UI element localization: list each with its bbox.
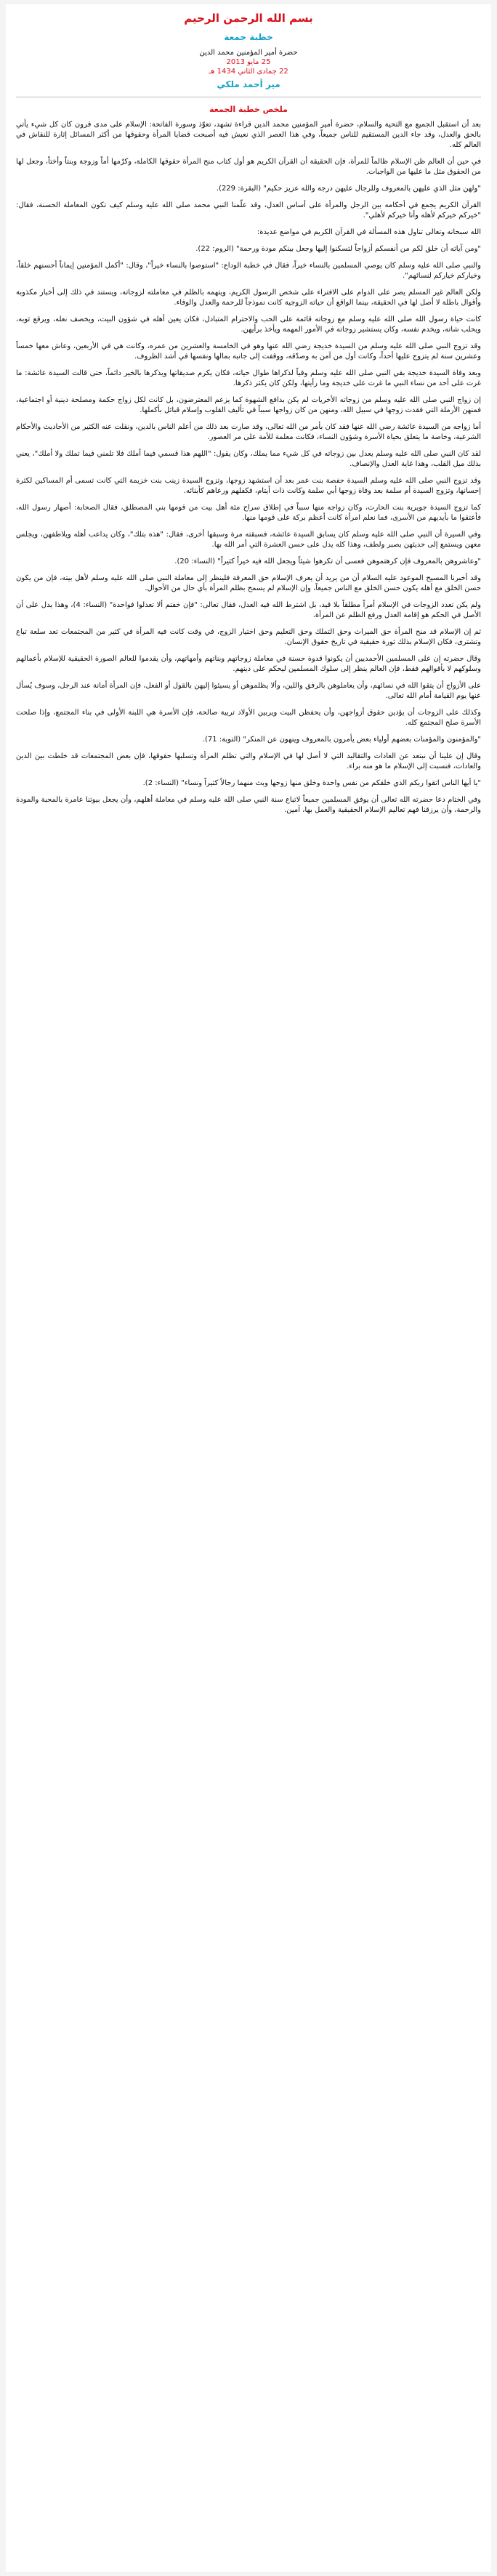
paragraph: وقال حضرته إن على المسلمين الأحمديين أن يكونوا قدوة حسنة في معاملة زوجاتهم وبناتهم وأمهاتهم، وأن يقدموا للعالم الصورة الحقيقية للإسلام بأعمالهم وسلوكهم لا بأقوالهم فقط، فإن العالم ينظر إلى سلوك المسلمين ليحكم على دينهم. [16, 655, 481, 673]
body-text [6, 120, 491, 816]
author: مير أحمد ملكي [217, 79, 280, 89]
paragraph: "والمؤمنون والمؤمنات بعضهم أولياء بعض يأمرون بالمعروف وينهون عن المنكر" (التوبة: 71). [202, 736, 481, 744]
paragraph: لقد كان النبي صلى الله عليه وسلم يعدل بين زوجاته في كل شيء مما يملك، وكان يقول: "اللهم هذا قسمي فيما أملك فلا تلمني فيما تملك ولا أملك"، يعني بذلك ميل القلب، وهذا غاية العدل والإنصاف. [16, 450, 481, 468]
paragraph: كانت حياة رسول الله صلى الله عليه وسلم مع زوجاته قائمة على الحب والاحترام المتبادل، فكان يعين أهله في شؤون البيت، ويخصف نعله، ويرقع ثوبه، ويحلب شاته، ويخدم نفسه، وكان يستشير زوجاته في الأمور المهمة ويأخذ برأيهن. [16, 315, 481, 334]
paragraph: الله سبحانه وتعالى تناول هذه المسألة في القرآن الكريم في مواضع عديدة: [256, 228, 481, 236]
paragraph: "يا أيها الناس اتقوا ربكم الذي خلقكم من نفس واحدة وخلق منها زوجها وبث منهما رجالاً كثيراً ونساء" (النساء: 2). [142, 779, 481, 787]
paragraph: "ولهن مثل الذي عليهن بالمعروف وللرجال عليهن درجة والله عزيز حكيم" (البقرة: 229). [216, 185, 481, 193]
subtitle: حضرة أمير المؤمنين محمد الدين [199, 49, 298, 57]
summary-title: ملخص خطبة الجمعة [209, 105, 288, 114]
paragraph: أما زواجه من السيدة عائشة رضي الله عنها فقد كان بأمر من الله تعالى، وقد صارت بعد ذلك من أعلم الناس بالدين، ونقلت عنه الكثير من الأحاديث والأحكام الشرعية، وخاصة ما يتعلق بحياة الأسرة وشؤون النساء، فكانت معلمة للأمة على مر العصور. [16, 423, 481, 441]
paragraph: في حين أن العالم ظن الإسلام ظالماً للمرأة، فإن الحقيقة أن القرآن الكريم هو أول كتاب منح المرأة حقوقها الكاملة، وكرّمها أماً وزوجة وبنتاً وأختاً، وجعل لها من الحقوق مثل ما عليها من الواجبات. [16, 158, 481, 176]
paragraph: وقد أخبرنا المسيح الموعود عليه السلام أن من يريد أن يعرف الإسلام حق المعرفة فلينظر إلى معاملة النبي صلى الله عليه وسلم لأهل بيته، فإن من يكون حسن الخلق مع أهله يكون حسن الخلق مع الناس جميعاً، وإن الإسلام لم يسمح بظلم المرأة بأي حال من الأحوال. [16, 574, 481, 592]
paragraph: على الأزواج أن يتقوا الله في نسائهم، وأن يعاملوهن بالرفق واللين، وألا يظلموهن أو يسيئوا إليهن بالقول أو الفعل، فإن المرأة أمانة عند الرجل، وسوف يُسأل عنها يوم القيامة أمام الله تعالى. [16, 682, 481, 700]
paragraph: والنبي صلى الله عليه وسلم كان يوصي المسلمين بالنساء خيراً، فقال في خطبة الوداع: "استوصوا بالنساء خيراً"، وقال: "أكمل المؤمنين إيماناً أحسنهم خلقاً، وخياركم خياركم لنسائهم". [16, 262, 481, 280]
paragraph: "وعاشروهن بالمعروف فإن كرهتموهن فعسى أن تكرهوا شيئاً ويجعل الله فيه خيراً كثيراً" (النساء: 20). [174, 558, 481, 565]
paragraph: ثم إن الإسلام قد منح المرأة حق الميراث وحق التملك وحق التعليم وحق اختيار الزوج، في وقت كانت فيه المرأة في كثير من المجتمعات تعد سلعة تباع وتشترى، فكان الإسلام بذلك ثورة حقيقية في تاريخ حقوق الإنسان. [16, 628, 481, 646]
paragraph: ولم يكن تعدد الزوجات في الإسلام أمراً مطلقاً بلا قيد، بل اشترط الله فيه العدل، فقال تعالى: "فإن خفتم ألا تعدلوا فواحدة" (النساء: 4)، وهذا يدل على أن الأصل في الحكم هو إقامة العدل ورفع الظلم عن المرأة. [16, 601, 481, 619]
paragraph: وفي السيرة أن النبي صلى الله عليه وسلم كان يسابق السيدة عائشة، فسبقته مرة وسبقها أخرى، فقال: "هذه بتلك"، وكان يداعب أهله ويلاطفهن، ويجلس معهن ويستمع إلى حديثهن بصبر ولطف، وهذا كله يدل على حسن العشرة التي أمر الله بها. [16, 531, 481, 549]
paragraph: وكذلك على الزوجات أن يؤدين حقوق أزواجهن، وأن يحفظن البيت ويربين الأولاد تربية صالحة، فإن الأسرة هي اللبنة الأولى في بناء المجتمع، وإذا صلحت الأسرة صلح المجتمع كله. [16, 709, 481, 727]
paragraph: وبعد وفاة السيدة خديجة بقي النبي صلى الله عليه وسلم وفياً لذكراها طوال حياته، فكان يكرم صديقاتها ويذكرها بالخير دائماً، حتى قالت السيدة عائشة: ما غرت على أحد من نساء النبي ما غرت على خديجة وما رأيتها، ولكن كان يكثر ذكرها. [16, 369, 481, 387]
paragraph: وقد تزوج النبي صلى الله عليه وسلم السيدة حفصة بنت عمر بعد أن استشهد زوجها، وتزوج السيدة زينب بنت خزيمة التي كانت تسمى أم المساكين لكثرة إحسانها، وتزوج السيدة أم سلمة بعد وفاة زوجها أبي سلمة وكانت ذات أيتام، فكفلهم ورعاهم كأبنائه. [16, 477, 481, 495]
khutba-title: خطبة جمعة [224, 32, 273, 42]
basmala: بسم الله الرحمن الرحيم [184, 12, 313, 25]
paragraph: القرآن الكريم يجمع في أحكامه بين الرجل والمرأة على أساس العدل، وقد علّمنا النبي محمد صلى الله عليه وسلم كيف تكون المعاملة الحسنة، فقال: "خيركم خيركم لأهله وأنا خيركم لأهلي". [16, 201, 481, 220]
paragraph: وقد تزوج النبي صلى الله عليه وسلم من السيدة خديجة رضي الله عنها وهو في الخامسة والعشرين من عمره، وكانت هي في الأربعين، وعاش معها خمساً وعشرين سنة لم يتزوج عليها أحداً، وكانت أول من آمن به وصدّقه، ووقفت إلى جانبه بمالها ونفسها في أشد الظروف. [16, 342, 481, 361]
paragraph: وفي الختام دعا حضرته الله تعالى أن يوفق المسلمين جميعاً لاتباع سنة النبي صلى الله عليه وسلم في معاملة أهلهم، وأن يجعل بيوتنا عامرة بالمحبة والمودة والرحمة، وأن يرزقنا فهم تعاليم الإسلام الحقيقية والعمل بها، آمين. [16, 796, 481, 814]
date-gregorian: 25 مايو 2013 [226, 58, 271, 66]
paragraph: بعد أن استقبل الجميع مع التحية والسلام، حضرة أمير المؤمنين محمد الدين قراءة تشهد، تعوّذ وسورة الفاتحة: الإسلام على مدى قرون كان كل شيء يأتي بالحق والعدل، وقد جاء الدين المستقيم للناس جميعاً، وفي هذا العصر الذي نعيش فيه أصبحت قضايا المرأة وحقوقها من أكثر المسائل إثارة للنقاش في العالم كله. [16, 121, 481, 149]
paragraph: "ومن آياته أن خلق لكم من أنفسكم أزواجاً لتسكنوا إليها وجعل بينكم مودة ورحمة" (الروم: 22). [195, 245, 481, 253]
paragraph: وقال إن علينا أن نبتعد عن العادات والتقاليد التي لا أصل لها في الإسلام والتي تظلم المرأة وتسلبها حقوقها، فإن بعض المجتمعات قد خلطت بين الدين والعادات، فنسبت إلى الإسلام ما هو منه براء. [16, 752, 481, 770]
date-hijri: 22 جمادى الثاني 1434 هـ [209, 68, 288, 76]
paragraph: ولكن العالم غير المسلم يصر على الدوام على الافتراء على شخص الرسول الكريم، ويتهمه بالظلم في معاملته لزوجاته، ويستند في ذلك إلى أخبار مكذوبة وأقوال باطلة لا أصل لها في الحقيقة، بينما الواقع أن حياته الزوجية كانت نموذجاً للرحمة والعدل والوفاء. [16, 289, 481, 307]
paragraph: إن زواج النبي صلى الله عليه وسلم من زوجاته الأخريات لم يكن بدافع الشهوة كما يزعم المعترضون، بل كانت لكل زواج حكمة ومصلحة دينية أو اجتماعية، فمنهن الأرملة التي فقدت زوجها في سبيل الله، ومنهن من كان زواجها سبباً في تأليف القلوب وإسلام قبائل بأكملها. [16, 396, 481, 414]
document-page [6, 4, 491, 2572]
header [6, 4, 491, 89]
paragraph: كما تزوج السيدة جويرية بنت الحارث، وكان زواجه منها سبباً في إطلاق سراح مئة أهل بيت من قومها بني المصطلق، فقال الصحابة: أصهار رسول الله، فأعتقوا ما بأيديهم من الأسرى، فما نعلم امرأة كانت أعظم بركة على قومها منها. [16, 504, 481, 522]
